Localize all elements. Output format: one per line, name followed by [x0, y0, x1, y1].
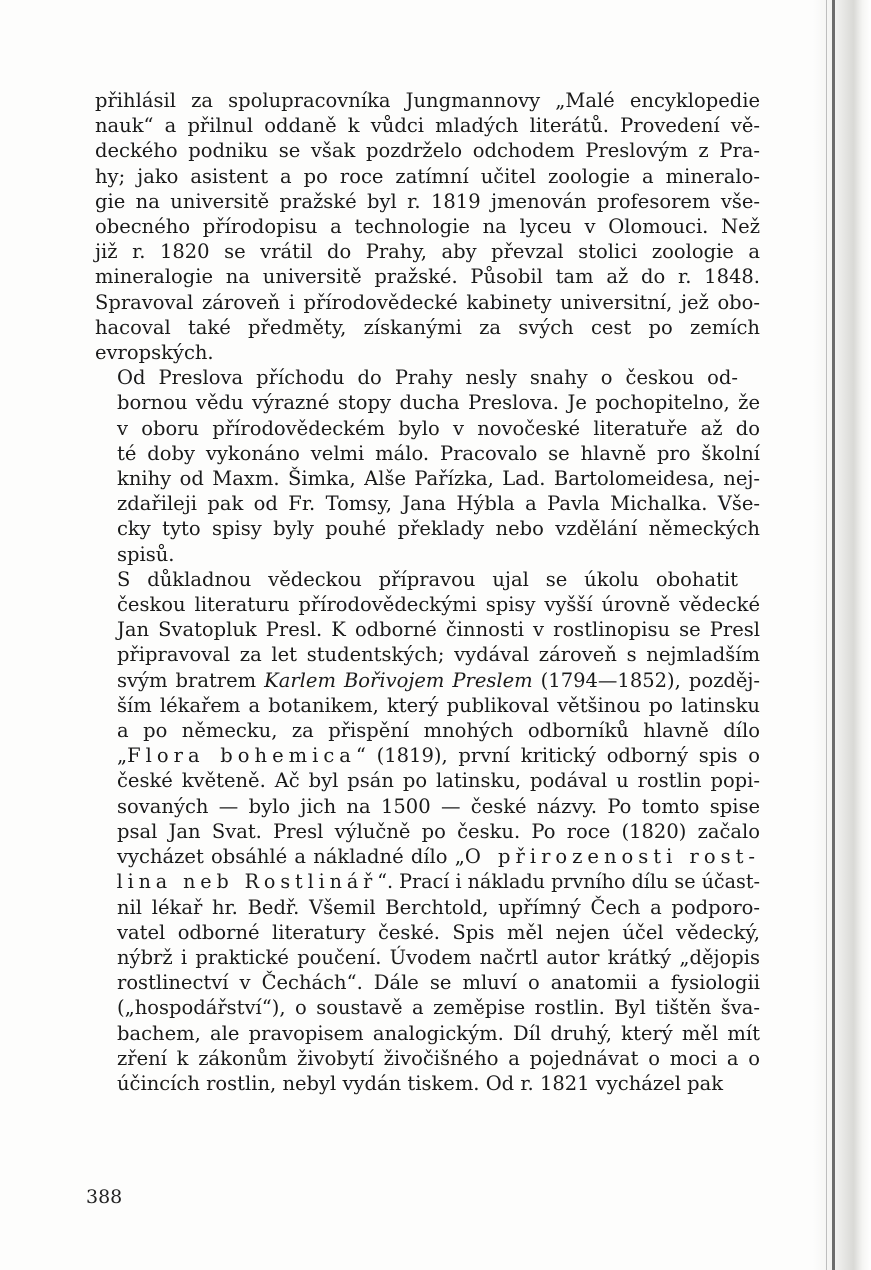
spaced-title: lina neb Rostlinář	[116, 870, 378, 894]
text-line: účincích rostlin, nebyl vydán tiskem. Od r. 1821 vycházel pak	[117, 1071, 724, 1095]
text-line	[95, 869, 760, 894]
text-line: v oboru přírodovědeckém bylo v novočeské literatuře až do	[117, 416, 760, 440]
text-line: již r. 1820 se vrátil do Prahy, aby převzal stolici zoologie a	[95, 240, 760, 264]
text-fragment: svým bratrem	[117, 668, 265, 692]
italic-name: Karlem Bořivojem Preslem	[264, 668, 533, 692]
spine-edge	[832, 0, 835, 1270]
text-line: gie na universitě pražské byl r. 1819 jmenován profesorem vše-	[95, 189, 760, 213]
paragraph-2	[95, 365, 760, 567]
text-line: Od Preslova příchodu do Prahy nesly snahy o českou od-	[117, 366, 738, 390]
text-line	[95, 844, 760, 869]
text-line: bachem, ale pravopisem analogickým. Díl druhý, který měl mít	[117, 1021, 760, 1045]
text-fragment: “ (1819), první kritický odborný spis o	[355, 744, 760, 768]
text-fragment: „	[117, 744, 128, 768]
text-line: psal Jan Svat. Presl výlučně po česku. Po roce (1820) začalo	[117, 819, 760, 843]
text-line: připravoval za let studentských; vydával zároveň s nejmladším	[117, 643, 760, 667]
text-line: („hospodářství“), o soustavě a zeměpise rostlin. Byl tištěn šva-	[117, 996, 760, 1020]
text-line: přihlásil za spolupracovníka Jungmannovy „Malé encyklopedie	[95, 89, 760, 112]
book-spine-shadow	[813, 0, 871, 1270]
text-line	[95, 668, 760, 693]
text-line: zření k zákonům živobytí živočišného a pojednávat o moci a o	[117, 1046, 760, 1070]
text-line: evropských.	[95, 341, 214, 365]
text-line: hacoval také předměty, získanými za svých cest po zemích	[95, 315, 760, 339]
text-fragment: vycházet obsáhlé a nákladné dílo „	[117, 845, 465, 869]
text-fragment: “. Prací i nákladu prvního dílu se účast-	[377, 870, 760, 894]
text-line: mineralogie na universitě pražské. Působil tam až do r. 1848.	[95, 265, 760, 289]
spaced-title: Flora bohemica	[127, 744, 356, 768]
text-line: Spravoval zároveň i přírodovědecké kabinety universitní, jež obo-	[95, 290, 760, 314]
text-line: bornou vědu výrazné stopy ducha Preslova. Je pochopitelno, že	[117, 391, 760, 415]
text-line: ším lékařem a botanikem, který publikoval většinou po latinsku	[117, 693, 760, 717]
page-body-text	[95, 88, 760, 1096]
text-line: cky tyto spisy byly pouhé překlady nebo vzdělání německých	[117, 517, 760, 541]
page-number: 388	[86, 1186, 123, 1208]
text-line: nauk“ a přilnul oddaně k vůdci mladých literátů. Provedení vě-	[95, 114, 760, 138]
text-line: české květeně. Ač byl psán po latinsku, podával u rostlin popi-	[117, 769, 760, 793]
text-line	[95, 743, 760, 768]
text-fragment: (1794—1852), pozděj-	[532, 668, 760, 692]
text-line: S důkladnou vědeckou přípravou ujal se úkolu obohatit	[117, 567, 738, 591]
text-line: spisů.	[117, 542, 175, 566]
text-line: českou literaturu přírodovědeckými spisy vyšší úrovně vědecké	[117, 593, 760, 617]
text-line: sovaných — bylo jich na 1500 — české názvy. Po tomto spise	[117, 794, 760, 818]
paragraph-3	[95, 567, 760, 1096]
spaced-title: O přirozenosti rost-	[464, 845, 761, 869]
text-line: rostlinectví v Čechách“. Dále se mluví o anatomii a fysiologii	[117, 971, 760, 995]
text-line: nil lékař hr. Bedř. Všemil Berchtold, upřímný Čech a podporo-	[117, 895, 760, 919]
text-line: Jan Svatopluk Presl. K odborné činnosti v rostlinopisu se Presl	[117, 618, 760, 642]
text-line: knihy od Maxm. Šimka, Alše Pařízka, Lad. Bartolomeidesa, nej-	[117, 467, 760, 491]
text-line: zdařileji pak od Fr. Tomsy, Jana Hýbla a Pavla Michalka. Vše-	[117, 492, 760, 516]
paragraph-1	[95, 88, 760, 365]
text-line: vatel odborné literatury české. Spis měl nejen účel vědecký,	[117, 920, 760, 944]
text-line: deckého podniku se však pozdrželo odchodem Preslovým z Pra-	[95, 139, 760, 163]
text-line: nýbrž i praktické poučení. Úvodem načrtl autor krátký „dějopis	[117, 945, 760, 969]
text-line: hy; jako asistent a po roce zatímní učitel zoologie a mineralo-	[95, 164, 760, 188]
text-line: obecného přírodopisu a technologie na lyceu v Olomouci. Než	[95, 215, 760, 239]
text-line: a po německu, za přispění mnohých odborníků hlavně dílo	[117, 719, 760, 743]
spine-edge-thin	[826, 0, 827, 1270]
text-line: té doby vykonáno velmi málo. Pracovalo se hlavně pro školní	[117, 441, 760, 465]
